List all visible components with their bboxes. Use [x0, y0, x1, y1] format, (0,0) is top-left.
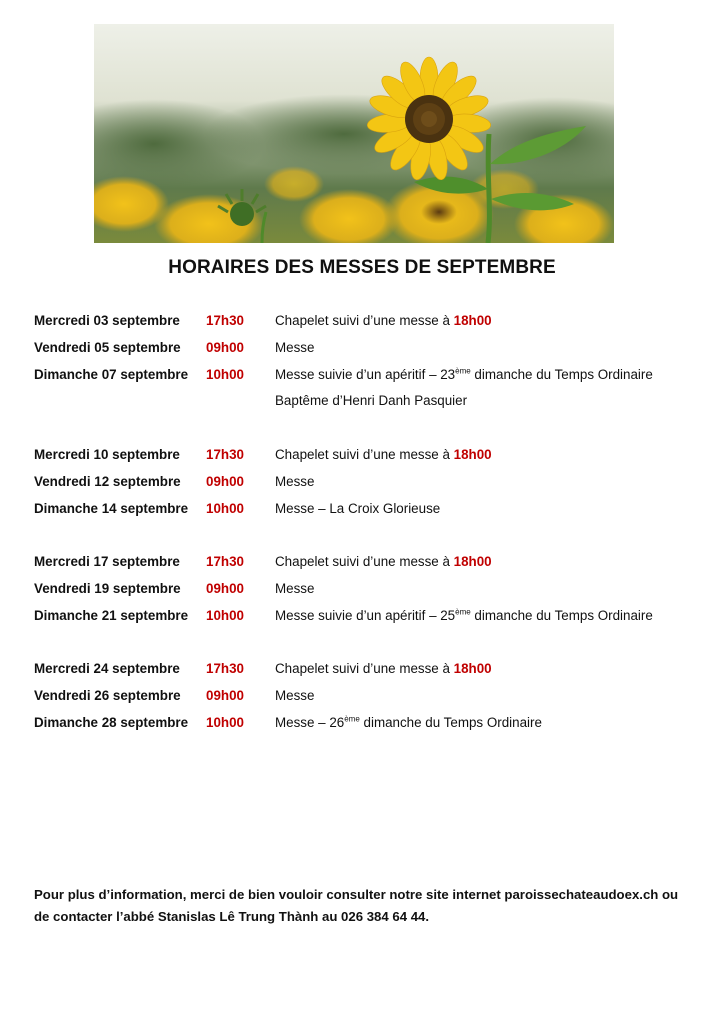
schedule-description: Chapelet suivi d’une messe à 18h00	[275, 661, 492, 677]
schedule-time: 17h30	[206, 446, 244, 462]
group-spacer	[34, 522, 694, 549]
schedule-time: 10h00	[206, 500, 244, 516]
schedule-description: Baptême d’Henri Danh Pasquier	[275, 393, 468, 409]
sunflower-photo-icon	[94, 24, 614, 243]
schedule-day: Dimanche 14 septembre	[34, 500, 189, 516]
schedule-time: 17h30	[206, 313, 244, 328]
schedule-description: Messe suivie d’un apéritif – 25ème dimanche du Temps Ordinaire	[275, 607, 653, 623]
schedule-mass-time: 18h00	[453, 446, 492, 462]
schedule-row	[34, 308, 694, 335]
schedule-row	[34, 442, 694, 469]
schedule-description: Messe	[275, 580, 315, 596]
schedule-description: Messe – 26ème dimanche du Temps Ordinaire	[275, 714, 542, 730]
schedule-day: Dimanche 28 septembre	[34, 714, 189, 730]
schedule-row	[34, 656, 694, 683]
ordinal-suffix: ème	[344, 714, 360, 724]
schedule-row	[34, 469, 694, 496]
schedule-mass-time: 18h00	[453, 554, 492, 570]
schedule-day: Dimanche 07 septembre	[34, 366, 189, 382]
schedule-day: Mercredi 10 septembre	[34, 446, 180, 462]
schedule-day: Vendredi 26 septembre	[34, 688, 181, 704]
schedule-description: Messe – La Croix Glorieuse	[275, 500, 441, 516]
schedule-time: 09h00	[206, 473, 244, 489]
page-title: HORAIRES DES MESSES DE SEPTEMBRE	[168, 257, 556, 278]
schedule-row	[34, 496, 694, 523]
schedule-day: Vendredi 12 septembre	[34, 473, 181, 489]
mass-schedule	[34, 308, 694, 737]
schedule-description: Messe	[275, 688, 315, 704]
schedule-row	[34, 683, 694, 710]
schedule-time: 10h00	[206, 607, 244, 623]
schedule-description: Chapelet suivi d’une messe à 18h00	[275, 554, 492, 570]
schedule-day: Mercredi 24 septembre	[34, 661, 180, 677]
schedule-row	[34, 549, 694, 576]
schedule-time: 09h00	[206, 688, 244, 704]
schedule-day: Dimanche 21 septembre	[34, 607, 189, 623]
schedule-mass-time: 18h00	[453, 313, 492, 328]
schedule-row	[34, 603, 694, 630]
schedule-row	[34, 576, 694, 603]
schedule-time: 10h00	[206, 714, 244, 730]
schedule-description: Chapelet suivi d’une messe à 18h00	[275, 313, 492, 328]
schedule-row	[34, 710, 694, 737]
schedule-time: 17h30	[206, 554, 244, 570]
schedule-day: Mercredi 17 septembre	[34, 554, 180, 570]
schedule-day: Vendredi 05 septembre	[34, 339, 181, 355]
schedule-row	[34, 388, 694, 415]
sunflower-banner-image	[94, 24, 614, 243]
schedule-description: Chapelet suivi d’une messe à 18h00	[275, 446, 492, 462]
schedule-row	[34, 335, 694, 362]
ordinal-suffix: ème	[455, 366, 471, 376]
schedule-time: 09h00	[206, 580, 244, 596]
schedule-day: Vendredi 19 septembre	[34, 580, 181, 596]
schedule-row	[34, 362, 694, 389]
ordinal-suffix: ème	[455, 607, 471, 617]
group-spacer	[34, 630, 694, 657]
schedule-mass-time: 18h00	[453, 661, 492, 677]
schedule-description: Messe	[275, 339, 315, 355]
schedule-description: Messe suivie d’un apéritif – 23ème dimanche du Temps Ordinaire	[275, 366, 653, 382]
schedule-day: Mercredi 03 septembre	[34, 313, 180, 328]
schedule-time: 10h00	[206, 366, 244, 382]
group-spacer	[34, 415, 694, 442]
footer-contact-info: Pour plus d’information, merci de bien vouloir consulter notre site internet paroissechateaudoex.ch ou de contacter l’abbé Stanislas Lê Trung Thành au 026 384 64 44.	[34, 887, 679, 924]
schedule-description: Messe	[275, 473, 315, 489]
schedule-time: 17h30	[206, 661, 244, 677]
schedule-time: 09h00	[206, 339, 244, 355]
